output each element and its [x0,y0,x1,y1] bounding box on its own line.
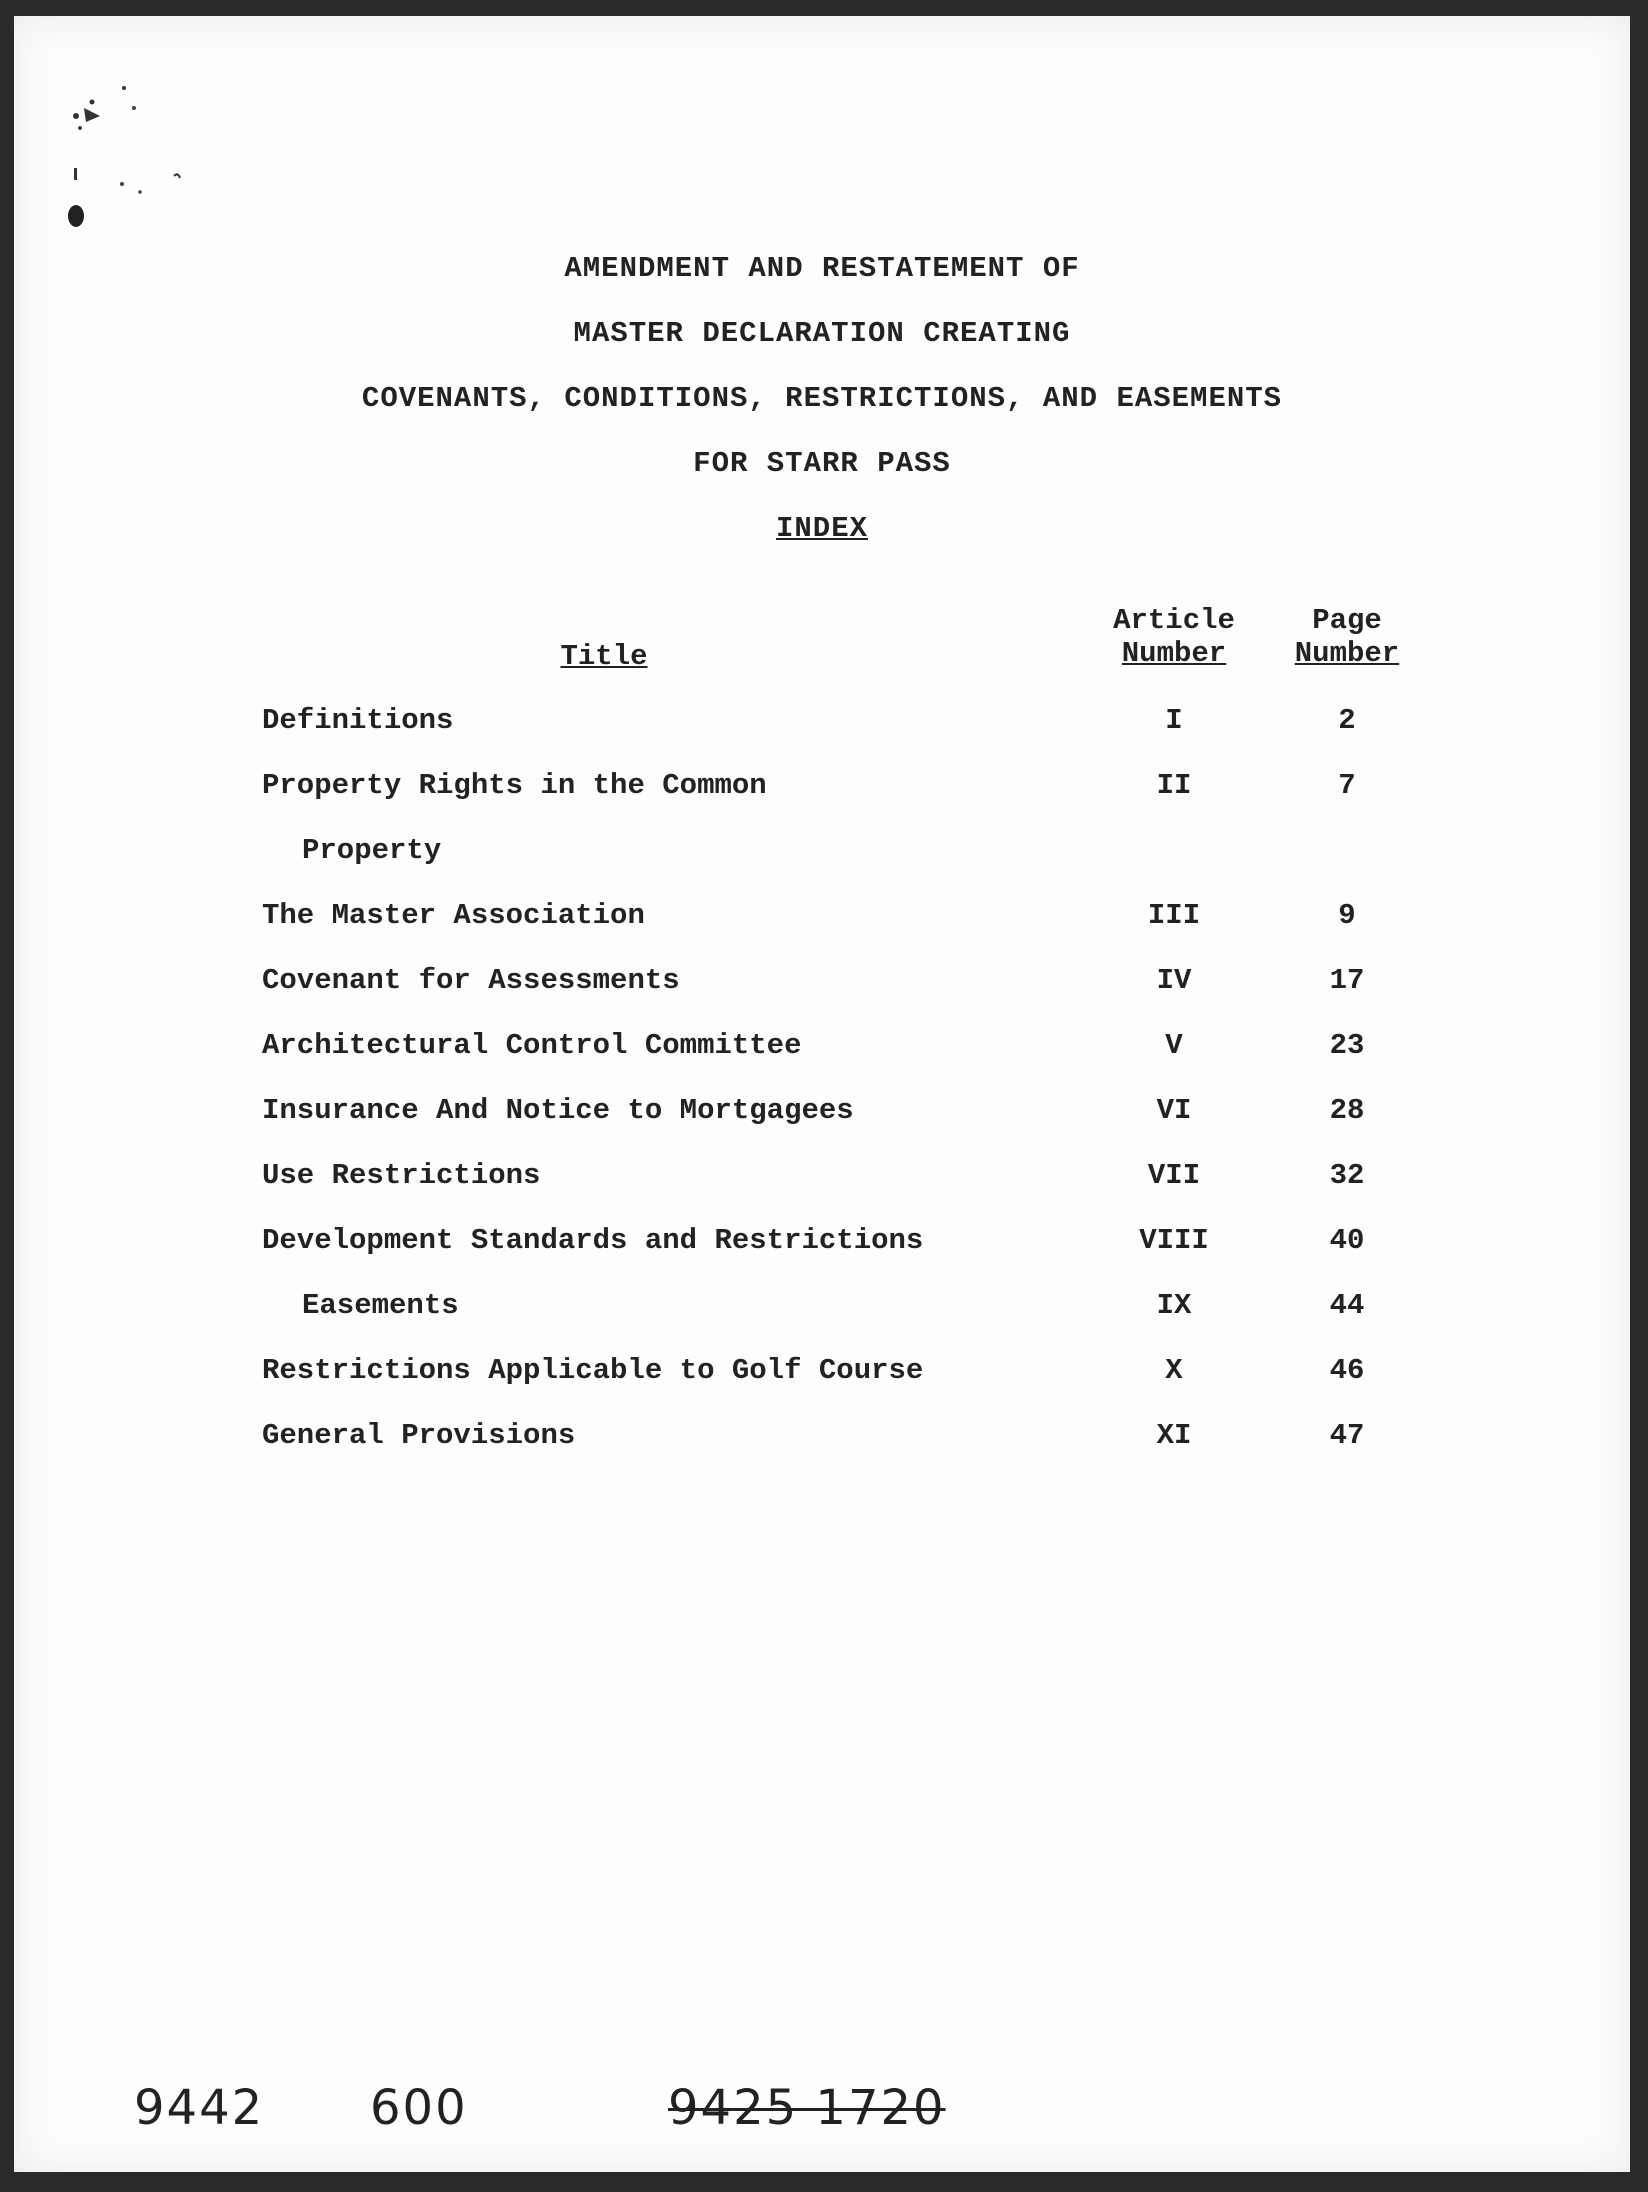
table-row [14,1419,1630,1463]
footer-number-2: 600 [370,2080,468,2136]
footer-number-1: 9442 [134,2080,265,2136]
row-article: IX [1156,1289,1192,1322]
table-row [14,964,1630,1008]
row-title: Covenant for Assessments [262,964,680,997]
doc-title-line-4: FOR STARR PASS [693,447,951,480]
row-title: Easements [302,1289,459,1322]
row-page: 2 [1338,704,1356,737]
table-row [14,1094,1630,1138]
row-title: Property Rights in the Common [262,769,767,802]
document-page [14,16,1630,2172]
table-row [14,1289,1630,1333]
row-article: VII [1147,1159,1201,1192]
col-article-number-label: Number [1121,637,1227,670]
row-page: 47 [1329,1419,1365,1452]
table-row [14,1029,1630,1073]
table-row [14,899,1630,943]
row-article: VIII [1139,1224,1209,1257]
col-page-label: Page [1312,604,1382,637]
table-row [14,769,1630,813]
row-article: XI [1156,1419,1192,1452]
row-page: 23 [1329,1029,1365,1062]
row-page: 7 [1338,769,1356,802]
footer-struck-numbers: 9425 1720 [668,2080,946,2136]
row-article: V [1165,1029,1183,1062]
col-title-header: Title [560,640,648,673]
row-article: III [1147,899,1201,932]
table-row-continuation [14,834,1630,878]
table-row [14,1354,1630,1398]
row-article: I [1165,704,1183,737]
doc-title-line-3: COVENANTS, CONDITIONS, RESTRICTIONS, AND EASEMENTS [361,382,1283,415]
scan-specks [14,16,214,256]
table-row [14,704,1630,748]
col-page-header [1282,604,1412,670]
row-title: Architectural Control Committee [262,1029,802,1062]
row-title: Insurance And Notice to Mortgagees [262,1094,854,1127]
row-article: II [1156,769,1192,802]
row-page: 32 [1329,1159,1365,1192]
row-article: VI [1156,1094,1192,1127]
row-title: Development Standards and Restrictions [262,1224,924,1257]
col-page-number-label: Number [1294,637,1400,670]
row-page: 40 [1329,1224,1365,1257]
table-row [14,1224,1630,1268]
row-page: 46 [1329,1354,1365,1387]
table-row [14,1159,1630,1203]
row-page: 44 [1329,1289,1365,1322]
row-title: Property [302,834,442,867]
row-page: 9 [1338,899,1356,932]
doc-title-line-2: MASTER DECLARATION CREATING [573,317,1071,350]
row-title: Restrictions Applicable to Golf Course [262,1354,924,1387]
col-article-label: Article [1113,604,1235,637]
row-article: X [1165,1354,1183,1387]
index-heading: INDEX [775,512,868,545]
col-article-header [1094,604,1254,670]
row-title: The Master Association [262,899,645,932]
row-title: General Provisions [262,1419,576,1452]
doc-title-line-1: AMENDMENT AND RESTATEMENT OF [564,252,1080,285]
row-page: 28 [1329,1094,1365,1127]
row-article: IV [1156,964,1192,997]
row-title: Use Restrictions [262,1159,541,1192]
row-title: Definitions [262,704,454,737]
row-page: 17 [1329,964,1365,997]
